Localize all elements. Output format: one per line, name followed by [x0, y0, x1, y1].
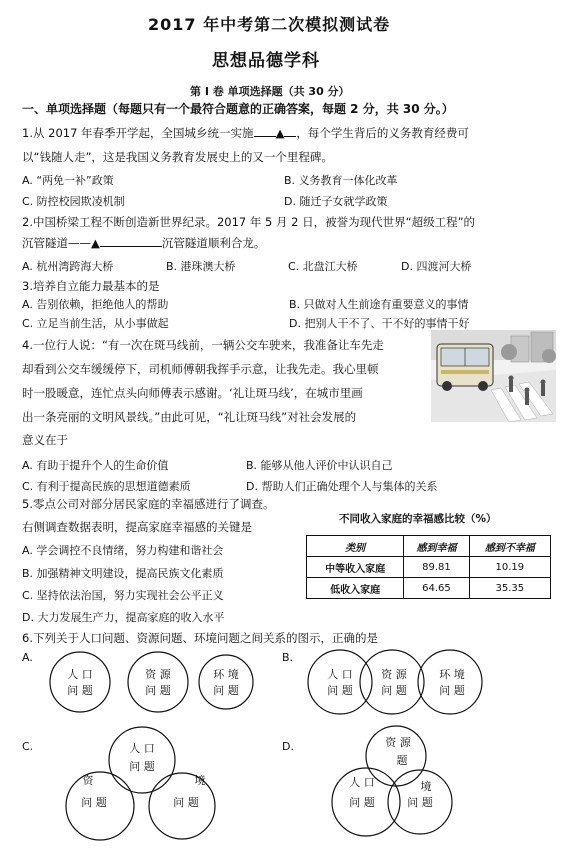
table-header: 感到不幸福	[469, 536, 550, 557]
question-1-stem-cont: 以“钱随人走”，这是我国义务教育发展史上的又一个里程碑。	[22, 150, 333, 164]
subject-title: 思想品德学科	[212, 51, 320, 71]
q2-option-d[interactable]: D. 四渡河大桥	[401, 260, 472, 273]
exam-title: 2017 年中考第二次模拟测试卷	[148, 15, 391, 34]
q4-option-a[interactable]: A. 有助于提升个人的生命价值	[22, 459, 169, 472]
part-title: 第 Ⅰ 卷 单项选择题（共 30 分）	[190, 85, 350, 98]
q2-option-a[interactable]: A. 杭州湾跨海大桥	[22, 260, 114, 273]
q5-option-c[interactable]: C. 坚持依法治国，努力实现社会公平正义	[22, 589, 224, 602]
diag-c-label: 境	[194, 774, 206, 787]
diag-d-label: 问 题	[407, 796, 433, 809]
table-row	[307, 578, 551, 599]
q2-blank-marker: ▲	[91, 236, 100, 250]
survey-table-caption: 不同收入家庭的幸福感比较（%）	[339, 513, 497, 525]
q3-option-a[interactable]: A. 告别依赖，拒绝他人的帮助	[22, 298, 169, 311]
question-6-stem: 6.下列关于人口问题、资源问题、环境问题之间关系的图示，正确的是	[22, 631, 378, 645]
table-header: 感到幸福	[404, 536, 469, 557]
table-cell: 64.65	[404, 578, 469, 599]
question-5-line-1: 5.零点公司对部分居民家庭的幸福感进行了调查。	[22, 497, 275, 511]
q3-option-b[interactable]: B. 只做对人生前途有重要意义的事情	[289, 298, 469, 311]
question-2-stem: 2.中国桥梁工程不断创造新世界纪录。2017 年 5 月 2 日，被誉为现代世界“超级工程”的	[22, 215, 476, 229]
question-3-stem: 3.培养自立能力最基本的是	[22, 279, 160, 293]
q6-option-b[interactable]: B.	[282, 651, 294, 664]
table-cell: 中等收入家庭	[307, 557, 404, 578]
diag-a-label: 环 境	[213, 668, 239, 681]
q5-option-a[interactable]: A. 学会调控不良情绪，努力构建和谐社会	[22, 544, 224, 557]
q1-stem-b: ，每个学生背后的义务教育经费可	[296, 126, 469, 140]
diag-b-label: 问 题	[381, 684, 407, 697]
question-4-line-1: 4.一位行人说：“有一次在斑马线前，一辆公交车驶来，我准备让车先走	[22, 338, 384, 352]
diag-d-label: 人 口	[349, 776, 375, 789]
diag-d-label: 境	[420, 780, 432, 793]
table-cell: 35.35	[469, 578, 550, 599]
diag-b-label: 环 境	[439, 668, 465, 681]
table-row	[307, 557, 551, 578]
question-4-line-5: 意义在于	[22, 433, 68, 447]
question-5-line-2: 右侧调查数据表明，提高家庭幸福感的关键是	[22, 520, 252, 534]
q6-option-d[interactable]: D.	[282, 740, 294, 753]
venn-diagram-c[interactable]	[60, 722, 230, 850]
table-cell: 89.81	[404, 557, 469, 578]
q4-option-d[interactable]: D. 帮助人们正确处理个人与集体的关系	[246, 480, 438, 493]
q1-option-c[interactable]: C. 防控校园欺凌机制	[22, 195, 125, 208]
q2-option-c[interactable]: C. 北盘江大桥	[288, 260, 358, 273]
q6-option-c[interactable]: C.	[22, 740, 34, 753]
diag-c-label: 问 题	[173, 796, 199, 809]
q4-option-b[interactable]: B. 能够从他人评价中认识自己	[246, 459, 393, 472]
diag-b-label: 问 题	[439, 684, 465, 697]
table-cell: 低收入家庭	[307, 578, 404, 599]
question-4-line-3: 时一股暖意，连忙点头向师傅表示感谢。‘礼让斑马线’，在城市里画	[22, 386, 363, 400]
q1-option-a[interactable]: A. “两免一补”政策	[22, 174, 114, 187]
diag-b-label: 资 源	[381, 668, 407, 681]
q2-stem-b1: 沉管隧道——	[22, 236, 91, 250]
q5-option-b[interactable]: B. 加强精神文明建设，提高民族文化素质	[22, 567, 224, 580]
venn-diagram-a[interactable]	[44, 648, 254, 718]
diag-c-label: 问 题	[129, 760, 155, 773]
diag-d-label: 问 题	[349, 796, 375, 809]
q3-option-c[interactable]: C. 立足当前生活，从小事做起	[22, 317, 169, 330]
q1-option-d[interactable]: D. 随迁子女就学政策	[284, 195, 388, 208]
section-title: 一、单项选择题（每题只有一个最符合题意的正确答案，每题 2 分，共 30 分。）	[22, 102, 454, 116]
diag-d-label: 题	[396, 754, 408, 767]
diag-a-label: 问 题	[145, 684, 171, 697]
diag-d-label: 资 源	[385, 736, 411, 749]
survey-table	[306, 535, 551, 599]
diag-b-label: 问 题	[327, 684, 353, 697]
diag-a-label: 问 题	[213, 684, 239, 697]
venn-diagram-d[interactable]	[318, 722, 468, 850]
table-header-row	[307, 536, 551, 557]
diag-c-label: 人 口	[129, 742, 155, 755]
question-1-stem	[22, 125, 469, 141]
q6-option-a[interactable]: A.	[22, 651, 33, 664]
q4-option-c[interactable]: C. 有利于提高民族的思想道德素质	[22, 480, 191, 493]
q1-option-b[interactable]: B. 义务教育一体化改革	[284, 174, 398, 187]
diag-a-label: 问 题	[67, 684, 93, 697]
venn-diagram-b[interactable]	[304, 646, 494, 718]
question-4-line-2: 却看到公交车缓缓停下，司机师傅朝我挥手示意，让我先走。我心里顿	[22, 362, 379, 376]
q3-option-d[interactable]: D. 把别人干不了、干不好的事情干好	[289, 317, 470, 330]
diag-c-label: 问 题	[81, 796, 107, 809]
diag-a-label: 资 源	[145, 668, 171, 681]
table-header: 类别	[307, 536, 404, 557]
q2-option-b[interactable]: B. 港珠澳大桥	[166, 260, 236, 273]
q1-stem-a: 1.从 2017 年春季开学起，全国城乡统一实施	[22, 126, 254, 140]
q1-blank-marker: ▲	[275, 126, 285, 140]
diag-a-label: 人 口	[67, 668, 93, 681]
question-4-line-4: 出一条亮丽的文明风景线。”由此可见，“礼让斑马线”对社会发展的	[22, 410, 357, 424]
question-2-stem-cont	[22, 235, 265, 251]
crosswalk-bus-illustration	[431, 330, 556, 422]
table-cell: 10.19	[469, 557, 550, 578]
diag-b-label: 人 口	[327, 668, 353, 681]
q2-stem-b2: 沉管隧道顺利合龙。	[161, 236, 266, 250]
diag-c-label: 资	[82, 774, 94, 787]
q5-option-d[interactable]: D. 大力发展生产力，提高家庭的收入水平	[22, 611, 225, 624]
